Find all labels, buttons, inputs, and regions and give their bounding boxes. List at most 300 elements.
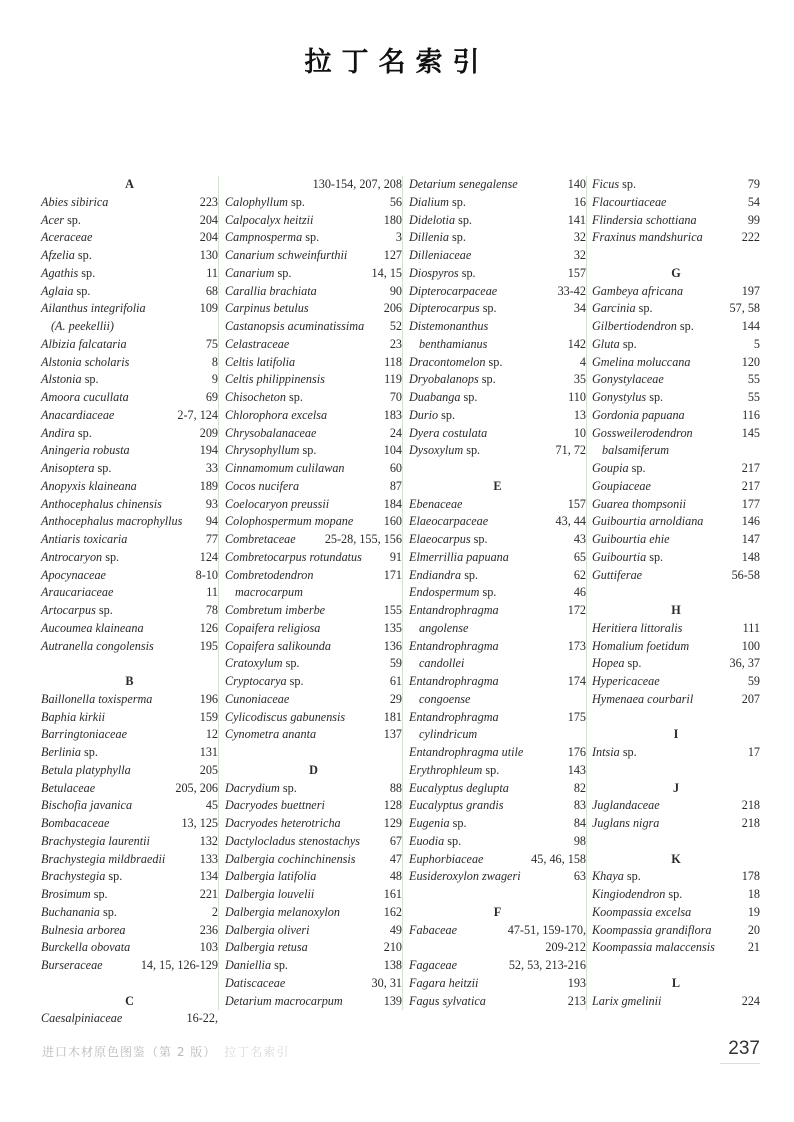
entry-species-suffix: sp. [282,656,300,671]
entry-latin-name: candollei [419,656,465,671]
entry-pages: 178 [741,869,760,884]
entry-pages: 137 [383,727,402,742]
entry-latin-name: Endiandra [409,567,462,582]
entry-pages: 43 [573,532,586,546]
index-entry [225,851,402,869]
entry-species-suffix: sp. [286,674,304,688]
entry-latin-name: Aningeria robusta [41,443,130,458]
entry-name [225,247,347,265]
entry-latin-name: Entandrophragma [409,638,499,653]
index-entry [41,584,218,602]
index-entry [409,584,586,602]
entry-pages: 100 [741,638,760,653]
column-divider [402,176,403,1010]
entry-latin-name: Burckella obovata [41,940,131,955]
entry-name [41,371,99,389]
index-entry [41,212,218,230]
index-entry [41,868,218,886]
index-entry [409,389,586,407]
index-entry [41,460,218,478]
entry-pages: 52 [389,319,402,333]
entry-name [225,815,341,833]
entry-pages: 59 [389,656,402,671]
entry-species-suffix: sp. [619,336,637,351]
entry-pages: 46 [573,585,586,600]
entry-latin-name: Aucoumea klaineana [41,620,144,635]
entry-latin-name: Hypericaceae [592,674,660,688]
entry-latin-name: Elmerrillia papuana [409,549,509,564]
entry-pages: 3 [395,230,402,245]
entry-pages: 75 [205,336,218,351]
entry-pages: 194 [199,443,218,458]
entry-latin-name: Agathis [41,265,79,280]
entry-pages: 59 [747,674,760,688]
entry-latin-name: benthamianus [419,336,488,351]
index-column-1 [41,176,218,1026]
index-entry [225,318,402,336]
entry-pages: 205, 206 [175,780,218,795]
entry-latin-name: Flacourtiaceae [592,194,667,209]
entry-name [592,442,669,460]
entry-pages: 126 [199,620,218,635]
entry-pages: 30, 31 [371,975,402,990]
index-entry [41,709,218,727]
index-entry [409,957,586,975]
index-entry [225,638,402,656]
index-entry [41,620,218,638]
entry-name [592,300,653,318]
entry-name [225,300,309,318]
entry-pages: 135 [383,620,402,635]
entry-pages: 63 [573,869,586,884]
entry-pages: 134 [199,869,218,884]
entry-name [41,815,109,833]
index-entry [41,602,218,620]
entry-pages: 141 [567,212,586,227]
entry-latin-name: Koompassia excelsa [592,904,692,919]
index-entry [225,513,402,531]
index-entry [225,709,402,727]
entry-name [41,620,144,638]
entry-name [225,229,319,247]
entry-pages: 159 [199,709,218,724]
entry-latin-name: Buchanania [41,904,100,919]
index-entry [409,993,586,1011]
entry-latin-name: Guarea thompsonii [592,496,687,511]
entry-name [409,247,471,265]
entry-pages: 65 [573,549,586,564]
entry-latin-name: Entandrophragma [409,674,499,688]
entry-pages: 136 [383,638,402,653]
index-entry [592,549,760,567]
index-entry [41,851,218,869]
entry-latin-name: Combretodendron [225,567,314,582]
index-entry [409,851,586,869]
entry-latin-name: Canarium [225,265,275,280]
entry-pages: 77 [205,532,218,546]
entry-name [409,584,496,602]
index-entry [409,815,586,833]
index-entry [409,567,586,585]
entry-pages: 24 [389,425,402,440]
entry-pages: 13 [573,407,586,422]
entry-latin-name: Gluta [592,336,620,351]
entry-name [409,975,478,993]
entry-species-suffix: sp. [485,354,503,369]
entry-pages: 35 [573,372,586,387]
entry-pages: 4 [579,354,586,369]
entry-name [409,833,461,851]
entry-pages: 82 [573,780,586,795]
entry-name [41,549,119,567]
entry-name [409,744,523,762]
entry-species-suffix: sp. [94,461,112,475]
entry-latin-name: Cylicodiscus gabunensis [225,709,346,724]
entry-latin-name: Dacryodes buettneri [225,798,325,813]
index-entry [225,567,402,585]
entry-latin-name: Dalbergia retusa [225,940,308,955]
entry-latin-name: Caesalpiniaceae [41,1011,123,1026]
entry-pages: 213 [567,993,586,1008]
entry-pages: 32 [573,248,586,262]
index-entry [409,602,586,620]
section-gap [409,886,586,904]
entry-latin-name: Garcinia [592,301,636,316]
entry-species-suffix: sp. [460,390,478,404]
entry-species-suffix: sp. [302,230,320,245]
entry-pages: 132 [199,833,218,848]
entry-latin-name: Chisocheton [225,390,286,404]
entry-name [225,460,345,478]
entry-name [592,886,682,904]
index-column-2 [225,176,402,1010]
entry-name [592,460,646,478]
entry-pages: 67 [389,833,402,848]
entry-name [225,336,289,354]
entry-latin-name: Dalbergia louvelii [225,887,315,901]
entry-name [41,407,114,425]
entry-species-suffix: sp. [449,816,467,830]
entry-pages: 55 [747,372,760,387]
index-entry [592,513,760,531]
entry-name [592,283,683,301]
entry-pages: 12 [205,727,218,742]
entry-name [409,549,509,567]
index-column-3 [409,176,586,1010]
section-letter: D [309,762,318,777]
entry-name [409,531,488,549]
entry-name [41,496,162,514]
section-letter: J [672,780,680,795]
entry-name [409,993,486,1011]
index-entry [225,833,402,851]
entry-pages: 14, 15 [371,265,402,280]
entry-name [225,780,297,798]
entry-pages: 78 [205,603,218,617]
entry-pages: 11 [206,585,218,600]
entry-latin-name: Ficus [592,177,620,191]
index-entry [409,531,586,549]
entry-pages: 54 [747,194,760,209]
index-entry [41,833,218,851]
index-entry [409,229,586,247]
entry-latin-name: Coelocaryon preussii [225,496,330,511]
entry-pages: 23 [389,336,402,351]
entry-pages: 124 [199,549,218,564]
index-entry [409,300,586,318]
entry-pages: 69 [205,390,218,404]
index-entry-continuation [409,655,586,673]
entry-name [409,513,488,531]
entry-latin-name: Apocynaceae [41,567,106,582]
entry-pages: 205 [199,762,218,777]
entry-name [41,283,90,301]
index-entry [41,904,218,922]
entry-pages: 56-58 [731,567,760,582]
entry-pages: 45 [205,798,218,813]
index-entry [592,620,760,638]
entry-pages: 142 [567,336,586,351]
entry-name [592,549,663,567]
entry-latin-name: Guttiferae [592,567,643,582]
entry-latin-name: Dyera costulata [409,425,488,440]
entry-name [409,638,499,656]
entry-species-suffix: sp. [78,265,96,280]
entry-name [409,673,499,691]
entry-pages: 193 [567,975,586,990]
entry-pages: 176 [567,745,586,759]
entry-name [409,425,487,443]
entry-name [225,868,316,886]
index-entry [41,762,218,780]
index-entry [41,549,218,567]
entry-species-suffix: sp. [676,319,694,333]
entry-latin-name: Alstonia scholaris [41,354,130,369]
entry-pages: 172 [567,603,586,617]
entry-name [225,407,327,425]
index-entry [225,371,402,389]
entry-pages: 56 [389,194,402,209]
entry-latin-name: Heritiera littoralis [592,620,683,635]
entry-latin-name: Guibourtia ehie [592,532,670,546]
index-entry [592,655,760,673]
entry-name [409,709,499,727]
entry-name [592,620,682,638]
index-entry [225,442,402,460]
entry-pages: 195 [199,638,218,653]
index-entry [409,513,586,531]
entry-name [592,815,659,833]
entry-name [225,975,285,993]
entry-name [225,265,291,283]
entry-pages: 128 [383,798,402,813]
entry-latin-name: Elaeocarpaceae [409,514,489,529]
index-entry [225,904,402,922]
entry-name [41,638,154,656]
entry-name [41,957,103,975]
entry-name [225,797,325,815]
entry-latin-name: Alstonia [41,372,82,387]
index-entry [592,868,760,886]
entry-name [409,212,472,230]
entry-pages: 145 [741,425,760,440]
index-entry [592,567,760,585]
entry-pages: 94 [205,514,218,529]
index-entry [592,407,760,425]
entry-latin-name: Dalbergia latifolia [225,869,317,884]
index-entry-continuation [41,318,218,336]
index-entry-continuation [225,584,402,602]
entry-latin-name: Campnosperma [225,230,303,245]
entry-pages: 47 [389,851,402,866]
entry-pages: 43, 44 [555,514,586,529]
entry-pages: 87 [389,478,402,493]
entry-latin-name: Betulaceae [41,780,96,795]
entry-pages: 138 [383,958,402,972]
entry-name [409,336,487,354]
entry-name [41,762,131,780]
entry-pages: 62 [573,567,586,582]
index-entry [409,797,586,815]
entry-species-suffix: sp. [287,194,305,209]
entry-pages: 109 [199,301,218,316]
entry-latin-name: Canarium schweinfurthii [225,248,348,262]
entry-latin-name: Acer [41,212,65,227]
index-entry [41,1010,218,1028]
index-entry [409,496,586,514]
section-gap [592,957,760,975]
entry-latin-name: Dysoxylum [409,443,464,458]
entry-pages: 52, 53, 213-216 [508,958,586,972]
index-column-4 [592,176,760,1010]
entry-name [409,442,480,460]
entry-latin-name: Ailanthus integrifolia [41,301,146,316]
entry-latin-name: Brachystegia laurentii [41,833,150,848]
entry-latin-name: Entandrophragma [409,709,499,724]
entry-name [592,496,686,514]
entry-name [592,425,693,443]
entry-latin-name: Euphorbiaceae [409,851,484,866]
index-entry [225,815,402,833]
index-entry [409,638,586,656]
index-entry [41,478,218,496]
entry-name [225,389,303,407]
entry-latin-name: Anthocephalus chinensis [41,496,162,511]
index-entry [592,460,760,478]
index-entry [41,815,218,833]
entry-species-suffix: sp. [279,780,297,795]
entry-latin-name: Combretum imberbe [225,603,326,617]
index-entry [225,531,402,549]
entry-name [592,229,703,247]
entry-name [592,655,641,673]
index-entry-continuation [409,939,586,957]
entry-name [409,780,509,798]
entry-pages: 8-10 [195,567,218,582]
entry-latin-name: Combretaceae [225,532,296,546]
entry-pages: 209-212 [545,940,586,955]
entry-name [41,797,132,815]
entry-pages: 71, 72 [555,443,586,458]
entry-latin-name: Homalium foetidum [592,638,690,653]
entry-name [592,868,641,886]
index-entry [225,655,402,673]
entry-pages: 5 [753,336,760,351]
index-entry [225,726,402,744]
index-entry [592,425,760,443]
entry-name [225,673,304,691]
entry-pages: 175 [567,709,586,724]
entry-latin-name: Celastraceae [225,336,290,351]
entry-pages: 57, 58 [729,301,760,316]
entry-latin-name: Dryobalanops [409,372,479,387]
index-entry [41,780,218,798]
index-entry [592,691,760,709]
entry-pages: 206 [383,301,402,316]
entry-pages: 147 [741,532,760,546]
index-entry [225,939,402,957]
entry-latin-name: Hymenaea courbaril [592,691,694,706]
entry-name [41,478,137,496]
entry-latin-name: Chlorophora excelsa [225,407,328,422]
page-number-rule [720,1063,760,1064]
entry-latin-name: Carpinus betulus [225,301,309,316]
index-entry [592,478,760,496]
index-entry-continuation [409,620,586,638]
entry-latin-name: Amoora cucullata [41,390,129,404]
entry-name [41,904,117,922]
entry-pages: 140 [567,177,586,191]
entry-latin-name: Goupiaceae [592,478,651,493]
entry-name [225,194,305,212]
section-gap [225,744,402,762]
entry-name [592,531,670,549]
entry-latin-name: balsamiferum [602,443,670,458]
entry-name [409,620,468,638]
entry-pages: 84 [573,816,586,830]
index-entry [409,922,586,940]
entry-species-suffix: sp. [635,301,653,316]
section-letter: G [671,265,681,280]
entry-pages: 9 [211,372,218,387]
entry-name [41,531,127,549]
entry-latin-name: Celtis latifolia [225,354,296,369]
index-entry [41,265,218,283]
entry-name [592,567,642,585]
entry-name [225,638,331,656]
entry-latin-name: Dipterocarpaceae [409,283,498,298]
entry-latin-name: Cynometra ananta [225,727,317,742]
entry-pages: 155 [383,603,402,617]
index-entry [225,496,402,514]
entry-latin-name: Dialium [409,194,449,209]
index-entry [225,673,402,691]
index-entry [225,460,402,478]
entry-pages: 16-22, [186,1011,218,1026]
index-entry [225,425,402,443]
entry-species-suffix: sp. [274,265,292,280]
section-letter: I [673,727,679,742]
entry-latin-name: Dacrydium [225,780,280,795]
entry-pages: 110 [568,390,586,404]
entry-name [409,868,521,886]
entry-species-suffix: sp. [461,567,479,582]
entry-latin-name: Juglandaceae [592,798,660,813]
section-gap [592,833,760,851]
entry-latin-name: macrocarpum [235,585,303,600]
entry-name [225,620,320,638]
entry-latin-name: Bombacaceae [41,816,110,830]
